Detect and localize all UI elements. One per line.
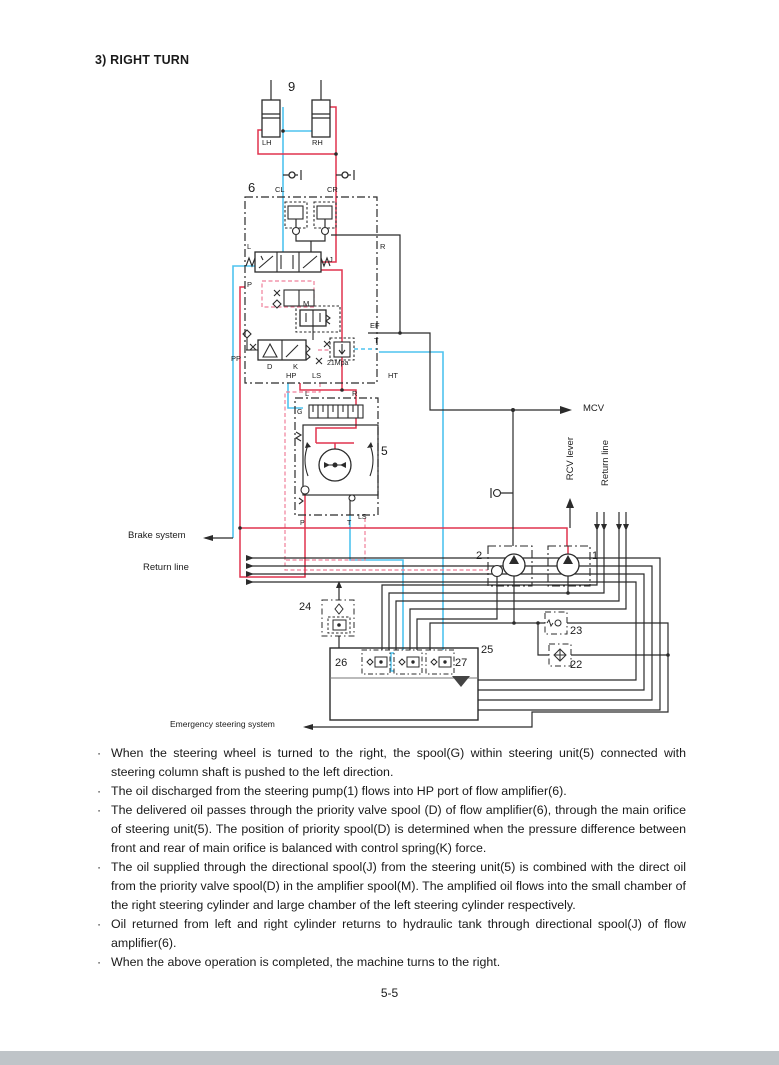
list-item: · The delivered oil passes through the priority valve spool (D) of flow amplifier(6), through the main orifice of steering unit(5). The position of priority spool(D) is determined when the pressure difference between front and rear of main orifice is balanced with control spring(K) force. [97,801,686,858]
port-ht: HT [388,371,398,380]
spool-g: G [297,409,303,416]
num-1: 1 [592,550,599,562]
bullet-marker: · [97,784,102,798]
page-number: 5-5 [380,986,399,1000]
num-23: 23 [570,625,583,637]
relief-setting: 21Mpa [327,360,349,367]
num-27: 27 [455,657,468,669]
bullet-marker: · [97,803,102,817]
bullet-marker: · [97,917,102,931]
description-list [97,744,686,972]
port-t-amplifier: T [374,336,379,345]
num-2: 2 [476,550,483,562]
footer-bar [0,1051,779,1065]
list-item: · When the above operation is completed, the machine turns to the right. [97,953,686,972]
label-lh: LH [262,138,272,147]
spool-d: D [267,362,273,371]
list-item: · Oil returned from left and right cylinder returns to hydraulic tank through directional spool(J) of flow amplifier(6). [97,915,686,953]
port-p-steering: P [300,520,305,527]
port-ls-amplifier: LS [312,371,322,380]
bullet-marker: · [97,955,102,969]
port-l-steering: L [305,389,310,398]
label-emergency-steering: Emergency steering system [170,719,275,729]
port-r-amplifier: R [380,242,386,251]
port-t-steering: T [347,520,352,527]
label-brake-system: Brake system [128,530,186,541]
port-cl: CL [275,185,285,194]
spring-k: K [293,362,299,371]
label-rcv-lever: RCV lever [565,437,576,481]
bullet-marker: · [97,746,102,760]
spool-m: M [303,299,310,308]
port-cr: CR [327,185,338,194]
label-return-line-right: Return line [600,440,611,486]
list-item: · The oil discharged from the steering pump(1) flows into HP port of flow amplifier(6). [97,782,686,801]
port-r-steering: R [352,389,358,398]
label-rh: RH [312,138,323,147]
port-ef: EF [370,321,380,330]
port-p-amplifier: P [247,280,253,289]
list-item: · The oil supplied through the directional spool(J) from the steering unit(5) is combined with the direct oil from the priority valve spool(D) in the amplifier spool(M). The amplified oil flows into the small chamber of the right steering cylinder and large chamber of the left steering cylinder respectively. [97,858,686,915]
num-24: 24 [299,601,312,613]
num-25: 25 [481,644,494,656]
bullet-marker: · [97,860,102,874]
port-hp: HP [286,371,297,380]
spool-j: J [329,255,333,264]
num-5: 5 [381,444,388,458]
page-title: 3) RIGHT TURN [95,53,190,67]
port-pp: PP [231,354,242,363]
label-mcv: MCV [583,403,605,414]
port-l-amplifier: L [247,242,252,251]
label-return-line-left: Return line [143,562,189,573]
num-22: 22 [570,659,583,671]
list-item: · When the steering wheel is turned to the right, the spool(G) within steering unit(5) connected with steering column shaft is pushed to the left direction. [97,744,686,782]
num-26: 26 [335,657,348,669]
num-6: 6 [248,180,256,195]
num-9: 9 [288,79,296,94]
port-ls-steering: LS [358,514,367,521]
